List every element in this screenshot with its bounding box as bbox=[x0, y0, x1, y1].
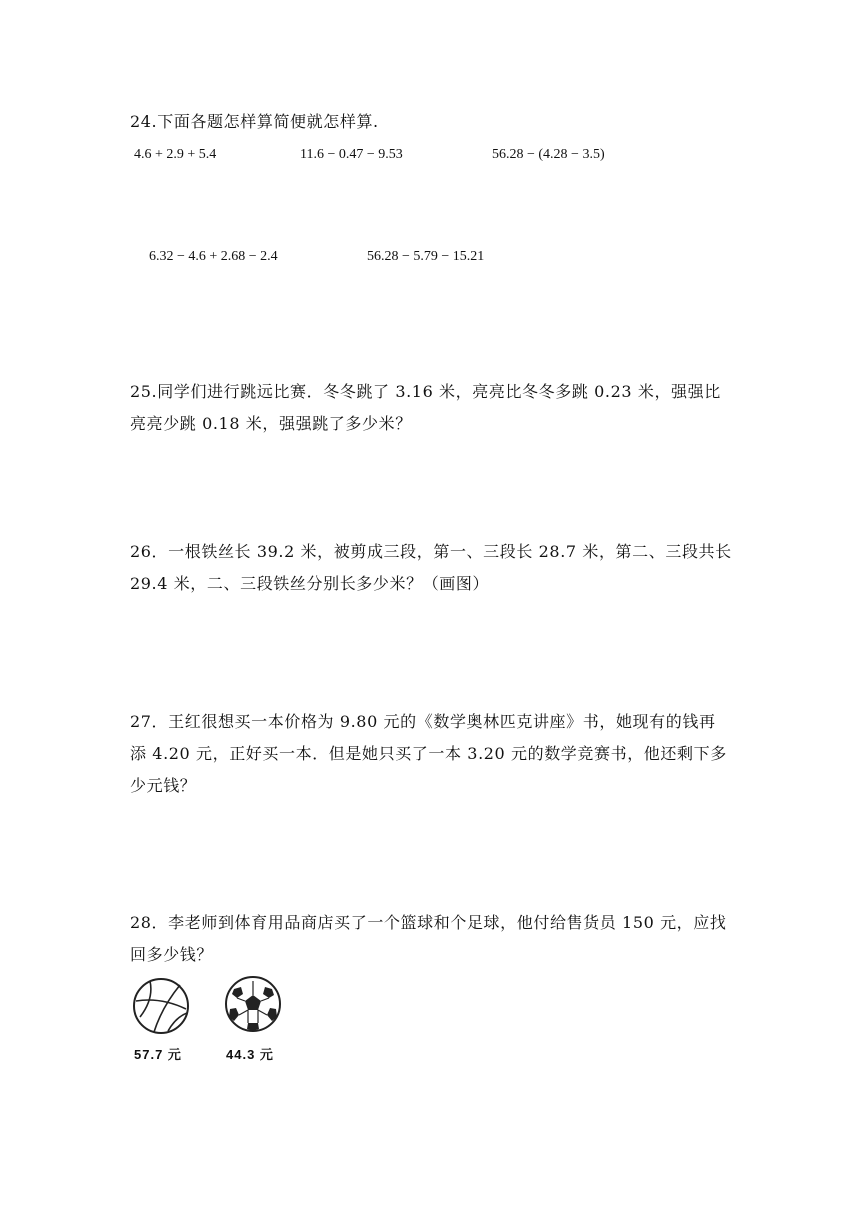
q27-line-2: 添 4.20 元，正好买一本．但是她只买了一本 3.20 元的数学竞赛书，他还剩下多 bbox=[130, 744, 727, 763]
q24-expression-4: 6.32 − 4.6 + 2.68 − 2.4 bbox=[149, 249, 278, 264]
q24-expression-2: 11.6 − 0.47 − 9.53 bbox=[300, 147, 403, 162]
q26-line-1: 26．一根铁丝长 39.2 米，被剪成三段，第一、三段长 28.7 米，第二、三段共长 bbox=[130, 542, 732, 561]
basketball-icon bbox=[132, 977, 190, 1035]
q25-line-1: 25.同学们进行跳远比赛．冬冬跳了 3.16 米，亮亮比冬冬多跳 0.23 米，强强比 bbox=[130, 382, 721, 401]
q28-line-1: 28．李老师到体育用品商店买了一个篮球和个足球，他付给售货员 150 元，应找 bbox=[130, 913, 727, 932]
q25-line-2: 亮亮少跳 0.18 米，强强跳了多少米？ bbox=[130, 414, 412, 433]
q24-heading: 24.下面各题怎样算简便就怎样算. bbox=[130, 112, 379, 131]
q26-line-2: 29.4 米，二、三段铁丝分别长多少米？（画图） bbox=[130, 574, 490, 593]
q24-expression-1: 4.6 + 2.9 + 5.4 bbox=[134, 147, 217, 162]
soccer-ball-icon bbox=[224, 975, 282, 1033]
q28-line-2: 回多少钱？ bbox=[130, 945, 214, 964]
basketball-price: 57.7 元 bbox=[134, 1047, 182, 1062]
q24-expression-3: 56.28 − (4.28 − 3.5) bbox=[492, 147, 605, 162]
q27-line-1: 27．王红很想买一本价格为 9.80 元的《数学奥林匹克讲座》书，她现有的钱再 bbox=[130, 712, 716, 731]
soccer-ball-price: 44.3 元 bbox=[226, 1047, 274, 1062]
q27-line-3: 少元钱？ bbox=[130, 776, 197, 795]
q24-expression-5: 56.28 − 5.79 − 15.21 bbox=[367, 249, 485, 264]
